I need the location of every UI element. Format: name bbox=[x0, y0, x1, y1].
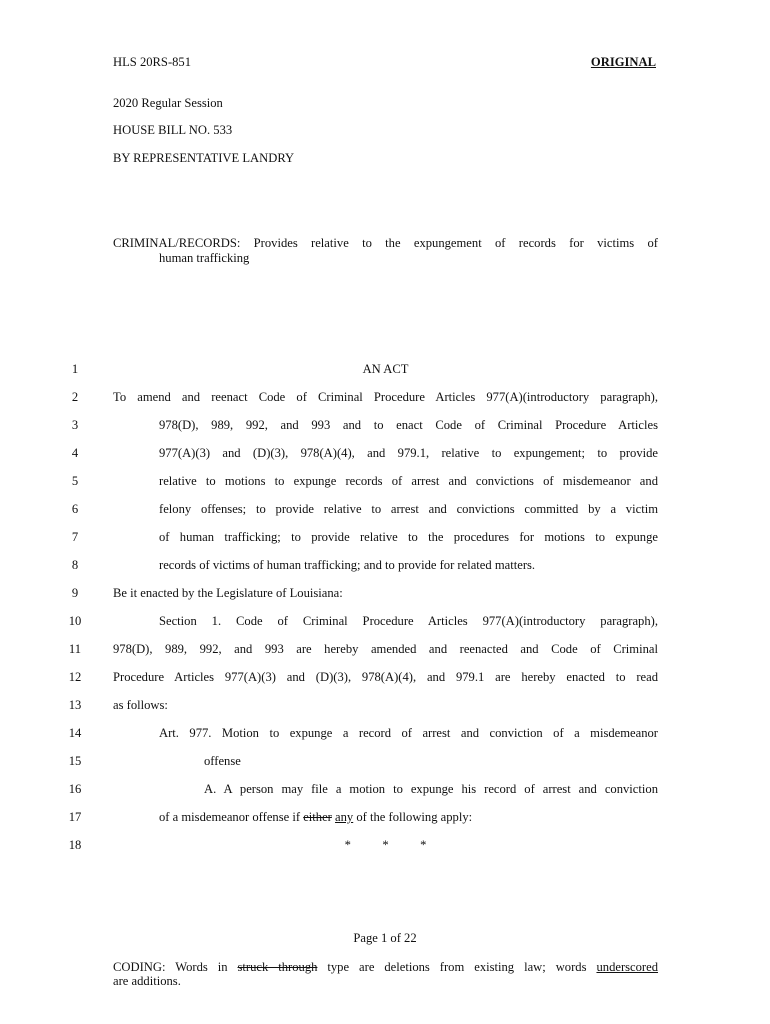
line-text-pre: of a misdemeanor offense if bbox=[159, 810, 301, 824]
line-number: 6 bbox=[71, 502, 79, 516]
coding-line-2: are additions. bbox=[113, 974, 181, 988]
omission-asterisks: * * * bbox=[344, 838, 427, 852]
bill-number: HOUSE BILL NO. 533 bbox=[113, 123, 233, 137]
line-number: 18 bbox=[68, 838, 82, 852]
act-heading: AN ACT bbox=[362, 362, 409, 376]
coding-note bbox=[113, 960, 658, 988]
line-text: of human trafficking; to provide relative to the procedures for motions to expunge bbox=[159, 530, 658, 544]
line-text: felony offenses; to provide relative to arrest and convictions committed by a victim bbox=[159, 502, 658, 516]
line-number: 15 bbox=[68, 754, 82, 768]
line-text: 977(A)(3) and (D)(3), 978(A)(4), and 979.1, relative to expungement; to provide bbox=[159, 446, 658, 460]
line-text-post: of the following apply: bbox=[356, 810, 473, 824]
page-number: Page 1 of 22 bbox=[353, 931, 417, 945]
line-text: as follows: bbox=[113, 698, 168, 712]
line-number: 7 bbox=[71, 530, 79, 544]
digest-line-1: CRIMINAL/RECORDS: Provides relative to the expungement of records for victims of bbox=[113, 236, 658, 250]
bill-author: BY REPRESENTATIVE LANDRY bbox=[113, 151, 295, 165]
line-number: 1 bbox=[71, 362, 79, 376]
line-text: Section 1. Code of Criminal Procedure Articles 977(A)(introductory paragraph), bbox=[159, 614, 658, 628]
line-number: 10 bbox=[68, 614, 82, 628]
line-number: 14 bbox=[68, 726, 82, 740]
coding-line-1 bbox=[113, 960, 658, 974]
line-number: 4 bbox=[71, 446, 79, 460]
line-number: 17 bbox=[68, 810, 82, 824]
line-text: records of victims of human trafficking; and to provide for related matters. bbox=[159, 558, 536, 572]
coding-struck-sample: struck through bbox=[237, 960, 318, 974]
article-heading: Art. 977. Motion to expunge a record of arrest and conviction of a misdemeanor bbox=[159, 726, 658, 740]
line-text: Be it enacted by the Legislature of Louisiana: bbox=[113, 586, 343, 600]
session-label: 2020 Regular Session bbox=[113, 96, 223, 110]
line-number: 12 bbox=[68, 670, 82, 684]
line-text: 978(D), 989, 992, and 993 are hereby amended and reenacted and Code of Criminal bbox=[113, 642, 658, 656]
line-text: A. A person may file a motion to expunge his record of arrest and conviction bbox=[204, 782, 658, 796]
amended-line bbox=[159, 810, 472, 825]
line-number: 3 bbox=[71, 418, 79, 432]
line-number: 8 bbox=[71, 558, 79, 572]
line-number: 5 bbox=[71, 474, 79, 488]
line-number: 9 bbox=[71, 586, 79, 600]
line-text: Procedure Articles 977(A)(3) and (D)(3), 978(A)(4), and 979.1 are hereby enacted to read bbox=[113, 670, 658, 684]
coding-pre: CODING: Words in bbox=[113, 960, 228, 974]
deleted-text: either bbox=[303, 810, 332, 824]
bill-digest bbox=[113, 236, 658, 266]
coding-mid: type are deletions from existing law; words bbox=[327, 960, 587, 974]
added-text: any bbox=[335, 810, 354, 824]
line-number: 13 bbox=[68, 698, 82, 712]
line-number: 11 bbox=[68, 642, 82, 656]
line-text: relative to motions to expunge records of arrest and convictions of misdemeanor and bbox=[159, 474, 658, 488]
line-number: 16 bbox=[68, 782, 82, 796]
coding-underscored-sample: underscored bbox=[596, 960, 659, 974]
digest-line-2: human trafficking bbox=[159, 251, 250, 265]
line-text: 978(D), 989, 992, and 993 and to enact Code of Criminal Procedure Articles bbox=[159, 418, 658, 432]
document-id: HLS 20RS-851 bbox=[113, 55, 192, 69]
line-text: To amend and reenact Code of Criminal Procedure Articles 977(A)(introductory paragraph), bbox=[113, 390, 658, 404]
article-heading-cont: offense bbox=[204, 754, 241, 768]
line-number: 2 bbox=[71, 390, 79, 404]
bill-status: ORIGINAL bbox=[590, 55, 656, 69]
